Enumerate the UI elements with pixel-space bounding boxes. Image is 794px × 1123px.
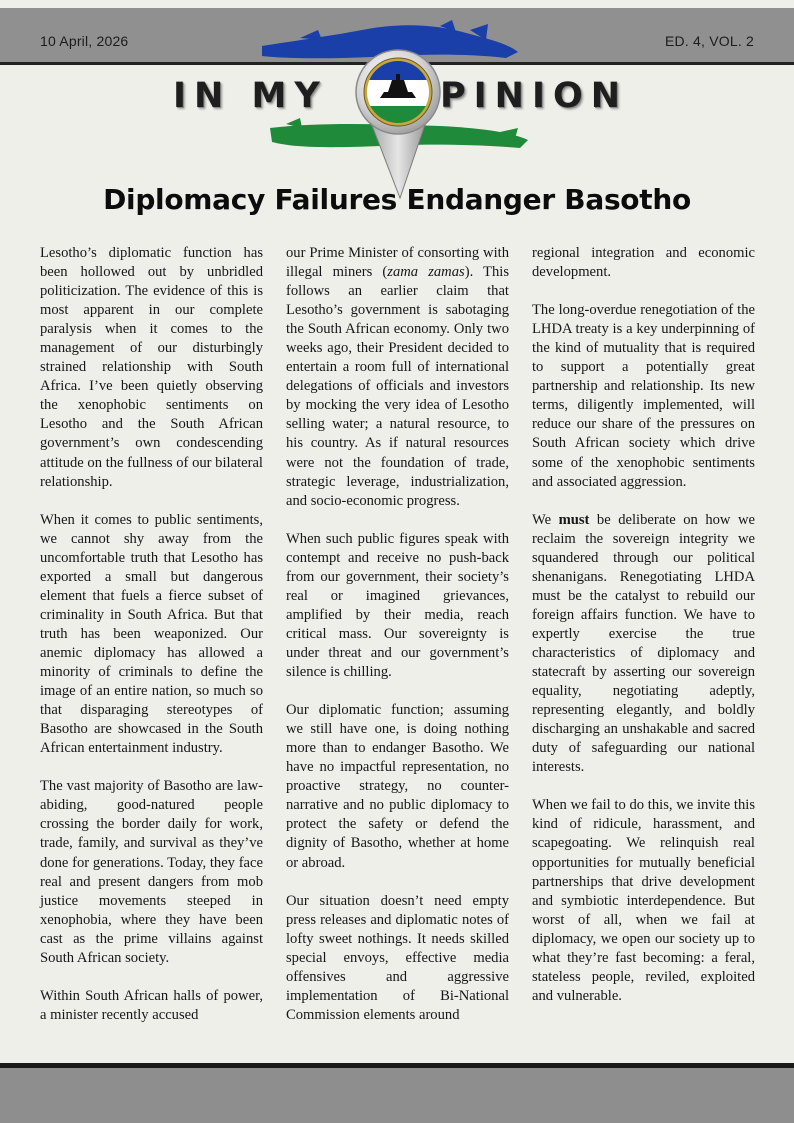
italic-term: zama zamas xyxy=(387,264,465,281)
paragraph: Our diplomatic function; assuming we still have one, is doing nothing more than to endanger Basotho. We have no impactful representation, no proactive strategy, no counter-narrative and no public diplomacy to protect the safety or defend the dignity of Basotho, whether at home or abroad. xyxy=(286,702,509,871)
masthead-right-word: PINION xyxy=(440,76,629,116)
masthead-left-word: IN MY xyxy=(173,76,328,116)
bold-term: must xyxy=(558,511,590,528)
paragraph: Our situation doesn’t need empty press releases and diplomatic notes of lofty sweet nothings. It needs skilled special envoys, effective media offensives and aggressive implementation of Bi-National Commission elements around xyxy=(286,892,509,1023)
text-run: ). This follows an earlier claim that Lesotho’s government is sabotaging the South African economy. Only two weeks ago, their President decided to entertain a room full of international delegations of officials and investors by mocking the very idea of Lesotho selling water; a natural resource, to his country. As if natural resources were not the foundation of trade, strategic leverage, industrialization, and socio-economic progress. xyxy=(286,264,510,509)
paragraph: When we fail to do this, we invite this kind of ridicule, harassment, and scapegoating. We relinquish real opportunities for mutually beneficial partnerships that drive development and symbiotic interdependence. But worst of all, when we fail at diplomacy, we open our society up to what they’re fast becoming: a feral, stateless people, reviled, exploited and vulnerable. xyxy=(532,797,755,1004)
paragraph: When it comes to public sentiments, we cannot shy away from the uncomfortable truth that Lesotho has exported a small but dangerous element that fuels a fierce subset of criminality in South Africa. But that truth has been weaponized. Our anemic diplomacy has allowed a minority of criminals to define the image of an entire nation, so much so that disparaging stereotypes of Basotho are showcased in the South African entertainment industry. xyxy=(40,511,263,757)
article-column-3 xyxy=(532,244,755,1006)
footer-band xyxy=(0,1068,794,1123)
article-column-2 xyxy=(286,244,509,1025)
text-run: our Prime Minister of consorting with illegal miners ( xyxy=(286,245,509,281)
masthead-artwork xyxy=(0,0,794,200)
text-run: be deliberate on how we reclaim the sovereign integrity we squandered through our political shenanigans. Renegotiating LHDA must be the catalyst to rebuild our foreign affairs function. We have to expertly exercise the true characteristics of diplomacy and statecraft by asserting our sovereign equality, negotiating adeptly, representing elegantly, and boldly discharging an unshakable and sacred duty of safeguarding our national interests. xyxy=(532,511,755,776)
paragraph xyxy=(532,511,755,778)
paragraph: The vast majority of Basotho are law-abiding, good-natured people crossing the border daily for work, trade, family, and survival as they’ve done for generations. Today, they face real and present dangers from mob justice movements steeped in xenophobia, where they have been cast as the prime villains against South African society. xyxy=(40,778,263,966)
paragraph: The long-overdue renegotiation of the LHDA treaty is a key underpinning of the kind of mutuality that is required to support a potentially great partnership and relationship. Its new terms, diligently implemented, will reduce our share of the pressures on South African society which drive some of the xenophobic sentiments and associated aggression. xyxy=(532,302,755,490)
article-headline: Diplomacy Failures Endanger Basotho xyxy=(103,183,691,216)
paragraph: regional integration and economic development. xyxy=(532,245,755,281)
paragraph xyxy=(286,244,509,511)
issue-date: 10 April, 2026 xyxy=(40,33,129,49)
paragraph: Within South African halls of power, a minister recently accused xyxy=(40,987,263,1023)
paragraph: Lesotho’s diplomatic function has been hollowed out by unbridled politicization. The evidence of this is most apparent in our complete paralysis when it comes to the management of our disturbingly strained relationship with South Africa. I’ve been quietly observing the xenophobic sentiments on Lesotho and the South African government’s own condescending attitude on the fullness of our bilateral relationship. xyxy=(40,245,263,490)
edition-label: ED. 4, VOL. 2 xyxy=(665,33,754,49)
article-column-1 xyxy=(40,244,263,1025)
paragraph: When such public figures speak with contempt and receive no push-back from our government, their society’s real or imagined grievances, amplified by their media, reach critical mass. Our sovereignty is under threat and our government’s silence is chilling. xyxy=(286,530,509,681)
text-run: We xyxy=(532,511,559,528)
